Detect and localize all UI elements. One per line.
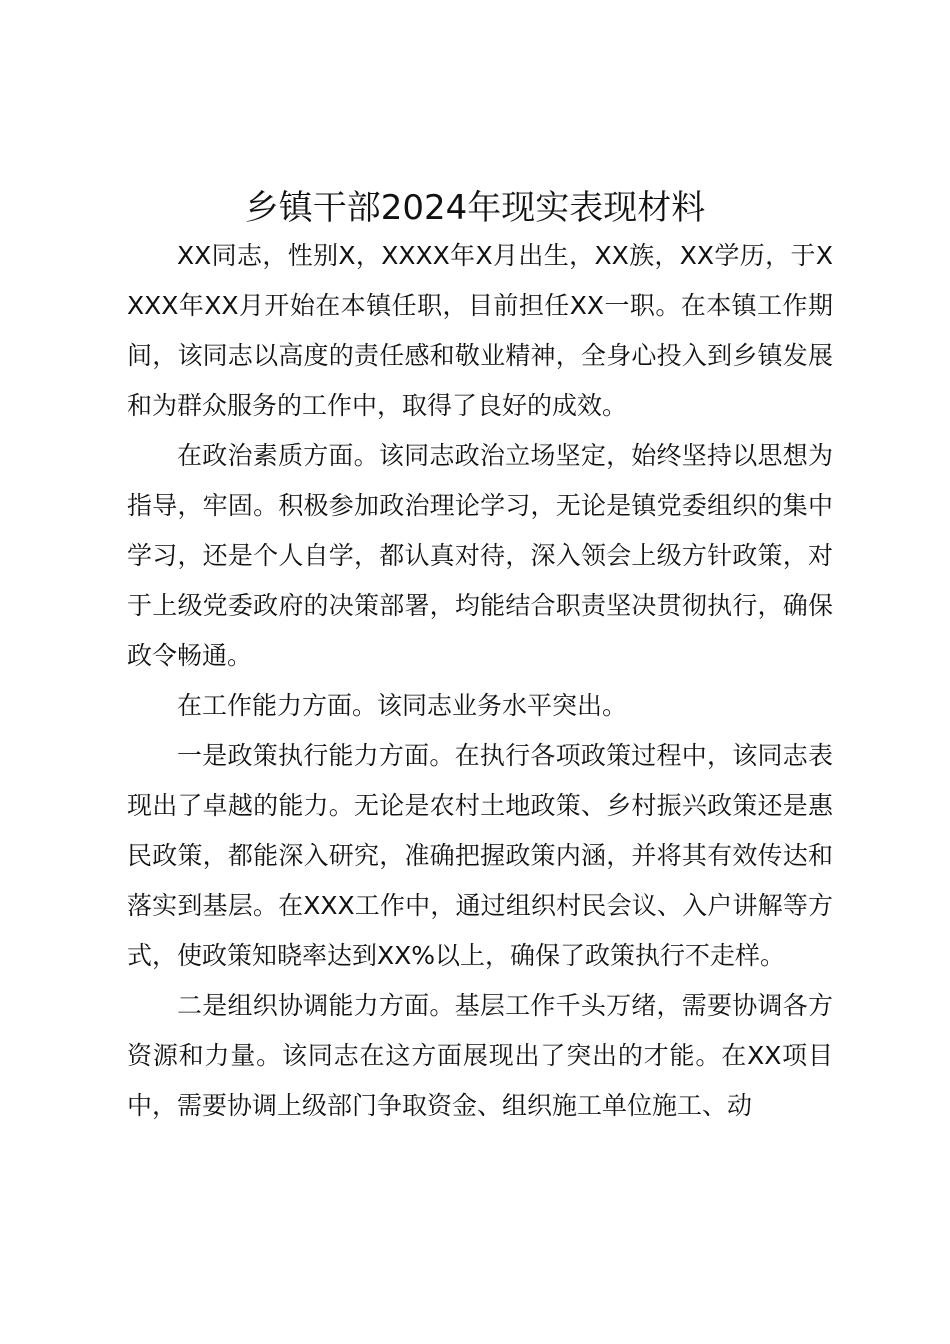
paragraph-coordination: 二是组织协调能力方面。基层工作千头万绪，需要协调各方资源和力量。该同志在这方面展现出了突出的才能。在XX项目中，需要协调上级部门争取资金、组织施工单位施工、动 xyxy=(127,991,833,1120)
paragraph-policy-execution: 一是政策执行能力方面。在执行各项政策过程中，该同志表现出了卓越的能力。无论是农村土地政策、乡村振兴政策还是惠民政策，都能深入研究，准确把握政策内涵，并将其有效传达和落实到基层。在XXX工作中，通过组织村民会议、入户讲解等方式，使政策知晓率达到XX%以上，确保了政策执行不走样。 xyxy=(127,741,833,970)
paragraph-political-quality: 在政治素质方面。该同志政治立场坚定，始终坚持以思想为指导，牢固。积极参加政治理论学习，无论是镇党委组织的集中学习，还是个人自学，都认真对待，深入领会上级方针政策，对于上级党委政府的决策部署，均能结合职责坚决贯彻执行，确保政令畅通。 xyxy=(127,441,833,670)
paragraph-intro: XX同志，性别X，XXXX年X月出生，XX族，XX学历，于XXXX年XX月开始在本镇任职，目前担任XX一职。在本镇工作期间，该同志以高度的责任感和敬业精神，全身心投入到乡镇发展和为群众服务的工作中，取得了良好的成效。 xyxy=(127,241,833,420)
paragraph-work-ability: 在工作能力方面。该同志业务水平突出。 xyxy=(177,691,628,720)
document-title: 乡镇干部2024年现实表现材料 xyxy=(244,188,706,228)
document-body xyxy=(127,231,833,1131)
